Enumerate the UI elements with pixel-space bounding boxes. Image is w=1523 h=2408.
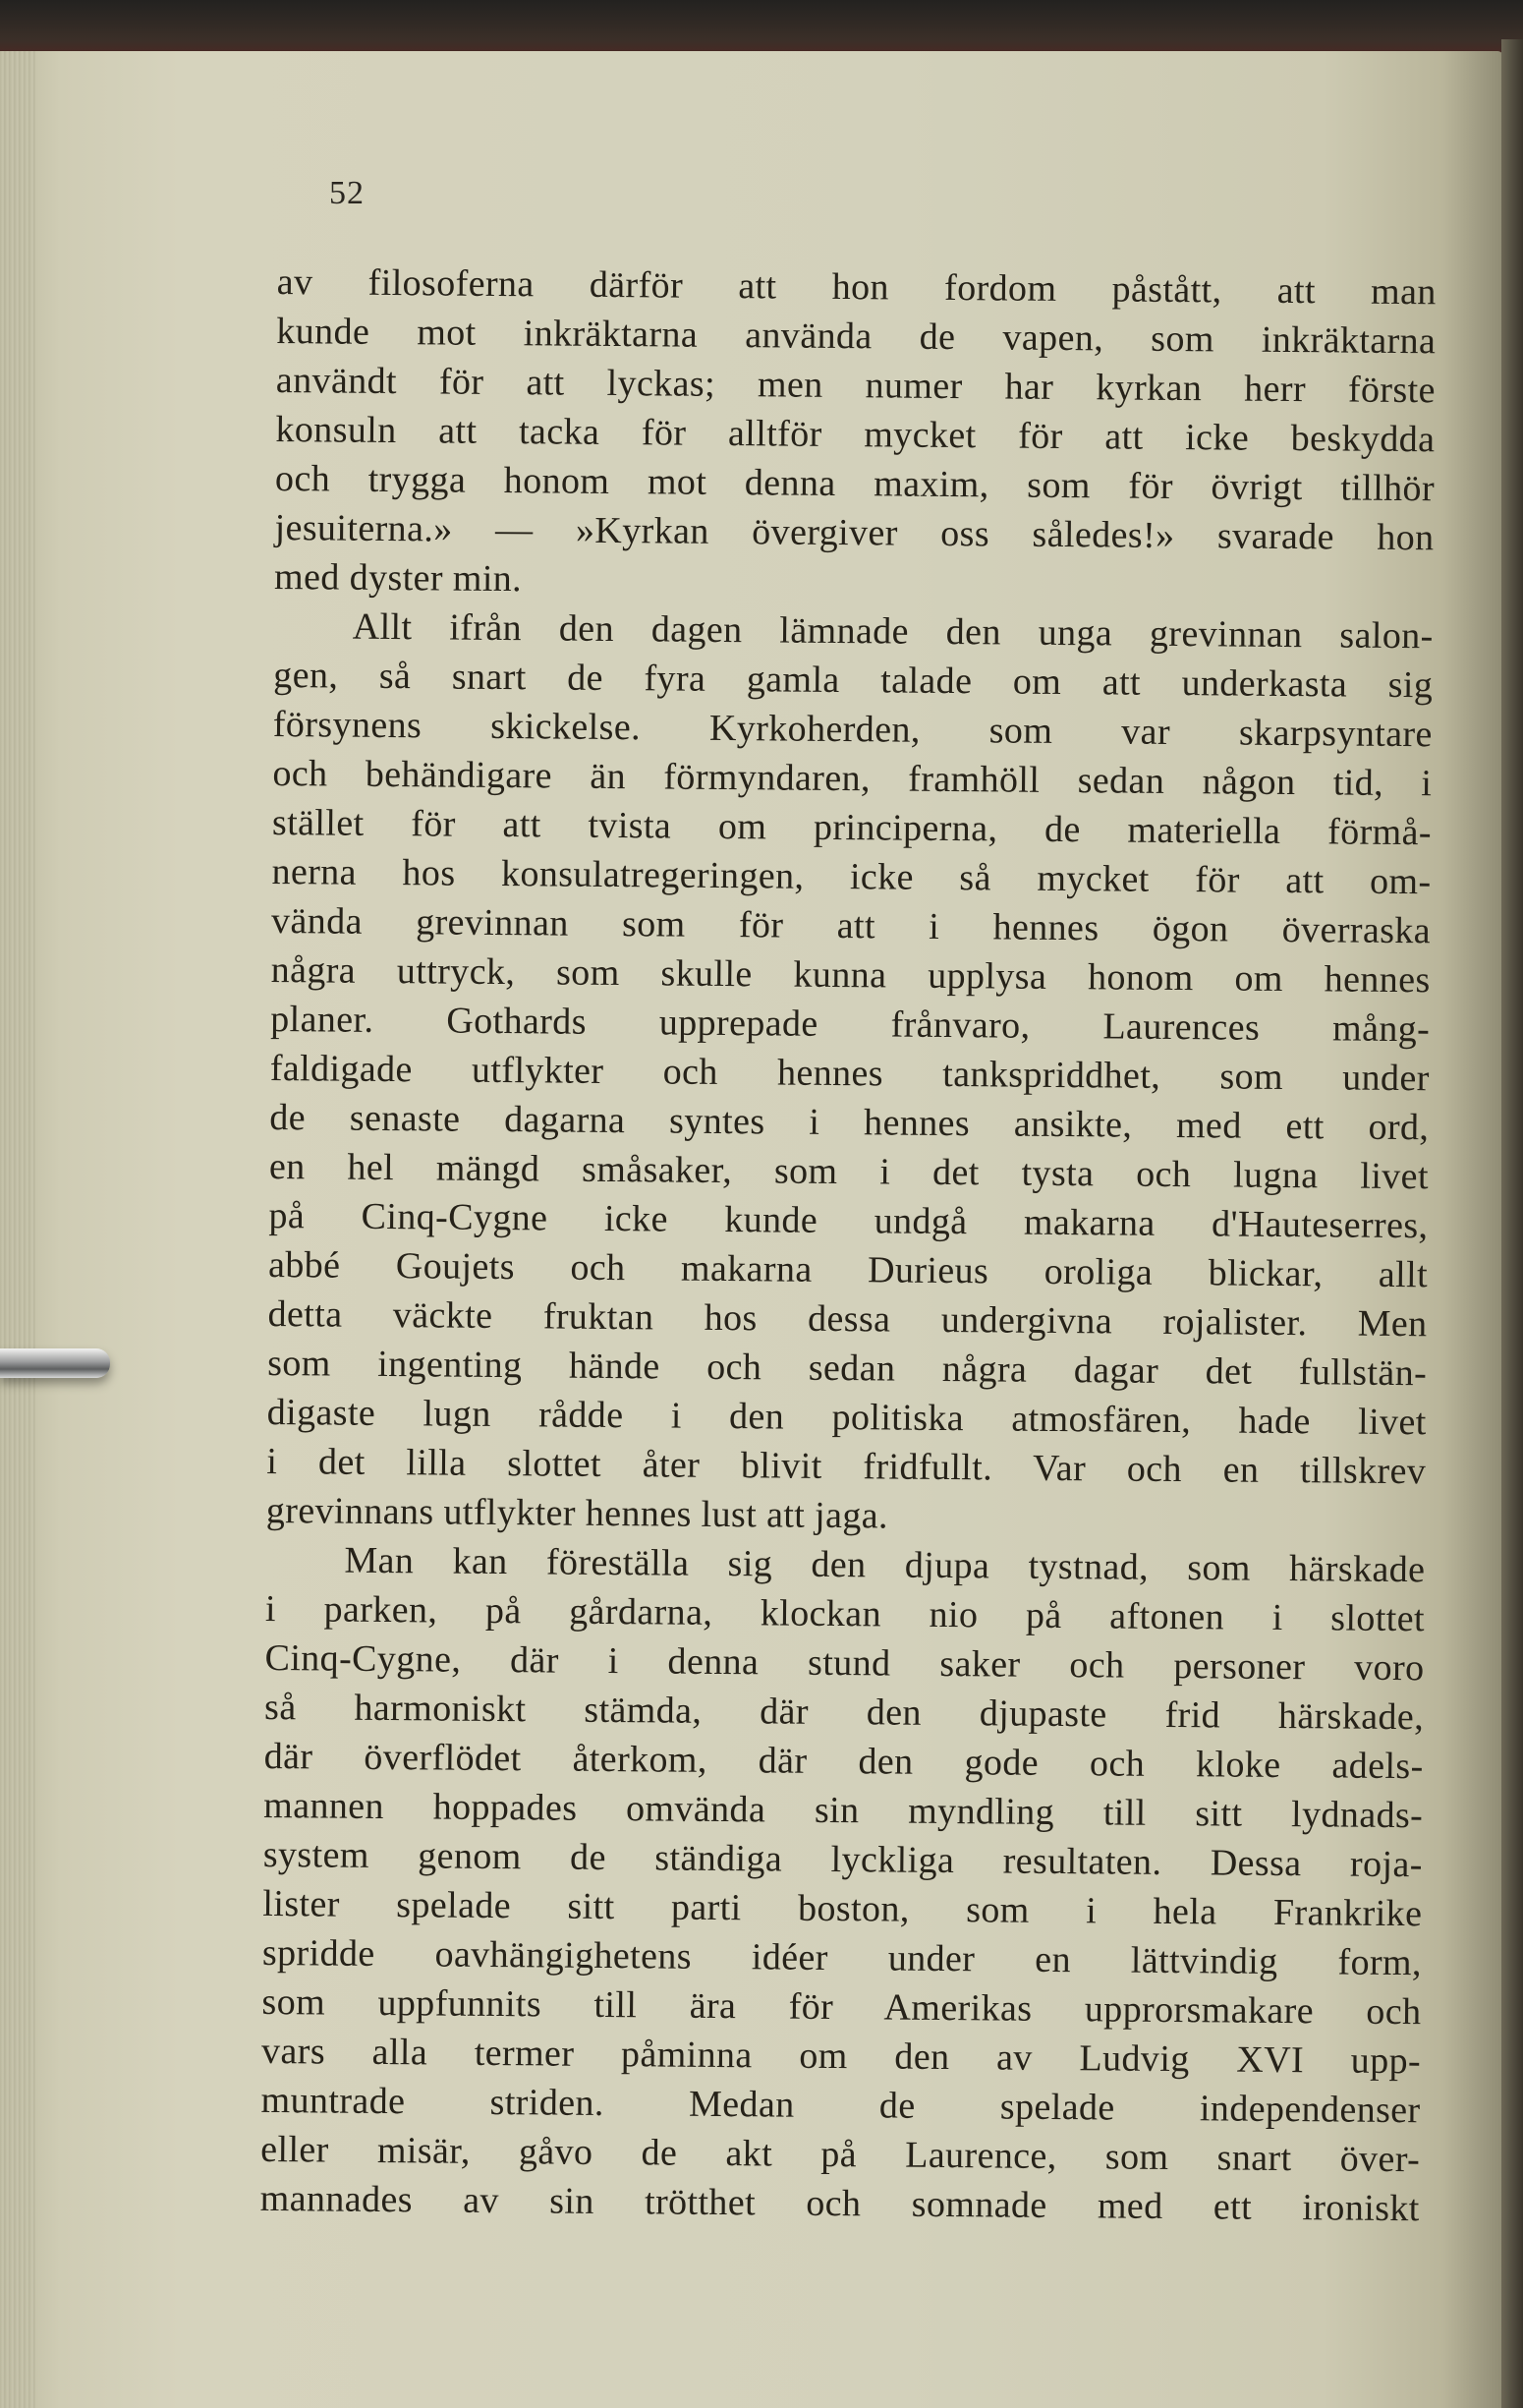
text-line: gen, så snart de fyra gamla talade om att underkasta sig: [273, 654, 1434, 707]
text-line: vars alla termer påminna om den av Ludvig XVI upp-: [260, 2030, 1422, 2083]
text-line: som ingenting hände och sedan några dagar det fullstän-: [266, 1342, 1428, 1395]
text-line: spridde oavhängighetens idéer under en lättvindig form,: [261, 1931, 1423, 1984]
text-line: faldigade utflykter och hennes tankspriddhet, som under: [269, 1047, 1430, 1100]
metal-clip: [0, 1348, 110, 1378]
text-line: detta väckte fruktan hos dessa undergivna rojalister. Men: [267, 1292, 1428, 1346]
text-line: planer. Gothards upprepade frånvaro, Laurences mång-: [270, 998, 1431, 1051]
text-line: lister spelade sitt parti boston, som i hela Frankrike: [262, 1882, 1423, 1935]
text-line: stället för att tvista om principerna, de materiella förmå-: [271, 801, 1433, 854]
text-line: i parken, på gårdarna, klockan nio på aftonen i slottet: [264, 1587, 1426, 1640]
text-line: en hel mängd småsaker, som i det tysta och lugna livet: [268, 1145, 1430, 1198]
text-line: digaste lugn rådde i den politiska atmosfären, hade livet: [266, 1391, 1427, 1444]
text-line: abbé Goujets och makarna Durieus oroliga blickar, allt: [267, 1243, 1429, 1296]
page-stack-edge: [0, 51, 35, 2408]
text-line: på Cinq-Cygne icke kunde undgå makarna d'Hauteserres,: [268, 1194, 1429, 1247]
text-line: med dyster min.: [273, 555, 523, 601]
text-line: försynens skickelse. Kyrkoherden, som var skarpsyntare: [272, 703, 1433, 756]
text-line: kunde mot inkräktarna använda de vapen, som inkräktarna: [276, 310, 1437, 363]
text-line: några uttryck, som skulle kunna upplysa honom om hennes: [270, 948, 1431, 1002]
text-line: nerna hos konsulatregeringen, icke så mycket för att om-: [271, 850, 1432, 903]
page-gutter-shadow: [1501, 39, 1523, 2408]
body-text: [260, 258, 1437, 2233]
text-line: muntrade striden. Medan de spelade independenser: [260, 2079, 1421, 2132]
page-number: 52: [329, 175, 365, 211]
paragraph-start-line: Man kan föreställa sig den djupa tystnad, som härskade: [344, 1539, 1426, 1591]
text-line: system genom de ständiga lyckliga resultaten. Dessa roja-: [262, 1833, 1423, 1886]
text-line: vända grevinnan som för att i hennes ögon överraska: [270, 899, 1432, 952]
text-line: mannen hoppades omvända sin myndling till sitt lydnads-: [263, 1784, 1424, 1837]
text-line: grevinnans utflykter hennes lust att jaga.: [265, 1489, 889, 1537]
text-line: jesuiterna.» — »Kyrkan övergiver oss således!» svarade hon: [274, 506, 1435, 559]
text-line: så harmoniskt stämda, där den djupaste frid härskade,: [263, 1686, 1425, 1739]
text-line: i det lilla slottet åter blivit fridfullt. Var och en tillskrev: [266, 1440, 1427, 1493]
text-line: och behändigare än förmyndaren, framhöll sedan någon tid, i: [272, 752, 1433, 805]
text-line: och trygga honom mot denna maxim, som för övrigt tillhör: [274, 457, 1436, 510]
text-line: som uppfunnits till ära för Amerikas upprorsmakare och: [261, 1980, 1422, 2034]
text-line: de senaste dagarna syntes i hennes ansikte, med ett ord,: [269, 1096, 1430, 1149]
paragraph-start-line: Allt ifrån den dagen lämnade den unga grevinnan salon-: [352, 605, 1434, 658]
text-line: Cinq-Cygne, där i denna stund saker och personer voro: [264, 1636, 1425, 1690]
text-line: av filosoferna därför att hon fordom påstått, att man: [276, 260, 1437, 314]
text-line: eller misär, gåvo de akt på Laurence, som snart över-: [260, 2128, 1421, 2181]
text-line: användt för att lyckas; men numer har kyrkan herr förste: [275, 359, 1437, 412]
text-line: där överflödet återkom, där den gode och kloke adels-: [263, 1735, 1424, 1788]
text-line: konsuln att tacka för alltför mycket för att icke beskydda: [275, 408, 1436, 461]
text-line: mannades av sin trötthet och somnade med ett ironiskt: [259, 2177, 1420, 2230]
